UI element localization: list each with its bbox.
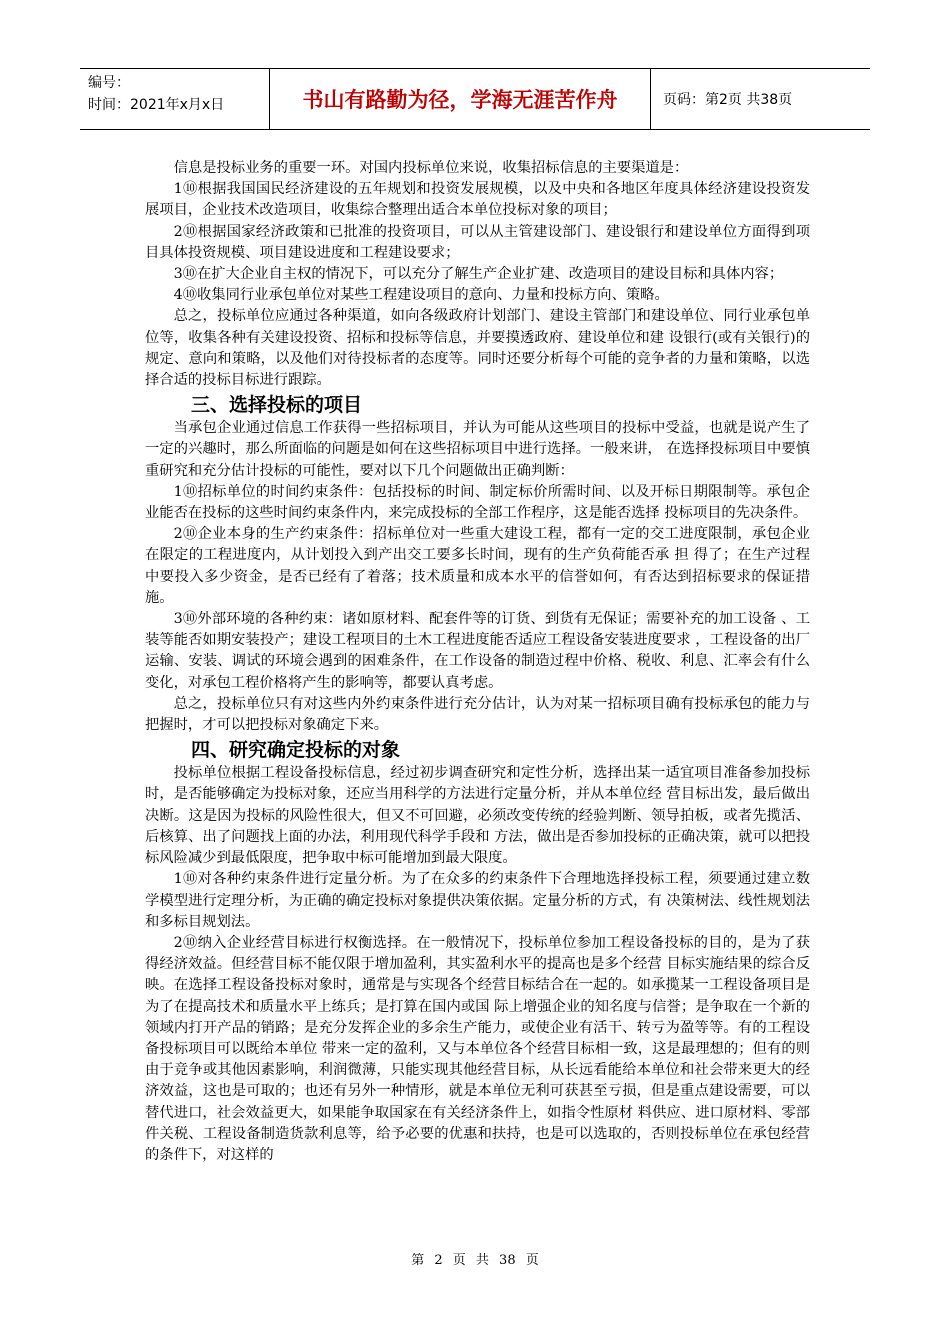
- paragraph: 1⑩根据我国国民经济建设的五年规划和投资发展规模，以及中央和各地区年度具体经济建设投资发展项目，企业技术改造项目，收集综合整理出适合本单位投标对象的项目；: [145, 181, 810, 219]
- paragraph: 1⑩对各种约束条件进行定量分析。为了在众多的约束条件下合理地选择投标工程，须要通过建立数学模型进行定理分析，为正确的确定投标对象提供决策依据。定量分析的方式，有 决策树法、线性规划法和多标目规划法。: [145, 871, 810, 930]
- paragraph: 投标单位根据工程设备投标信息，经过初步调查研究和定性分析，选择出某一适宜项目准备参加投标时，是否能够确定为投标对象，还应当用科学的方法进行定量分析，并从本单位经 营目标出发，最后做出决断。这是因为投标的风险性很大，但又不可回避，必须改变传统的经验判断、领导拍板，或者先揽活、后核算、出了问题找上面的办法，利用现代科学手段和 方法，做出是否参加投标的正确决策，就可以把投标风险减少到最低限度，把争取中标可能增加到最大限度。: [145, 765, 810, 867]
- section-heading-4: 四、研究确定投标的对象: [191, 739, 401, 762]
- header-page-info: 页码：第2页 共38页: [663, 92, 793, 108]
- paragraph: 总之，投标单位只有对这些内外约束条件进行充分估计，认为对某一招标项目确有投标承包的能力与把握时，才可以把投标对象确定下来。: [145, 695, 810, 734]
- paragraph: 总之，投标单位应通过各种渠道，如向各级政府计划部门、建设主管部门和建设单位、同行业承包单位等，收集各种有关建设投资、招标和投标等信息，并要摸透政府、建设单位和建 设银行(或有关银行)的规定、意向和策略，以及他们对待投标者的态度等。同时还要分析每个可能的竞争者的力量和策略，以选择合适的投标目标进行跟踪。: [145, 308, 810, 389]
- paragraph: 4⑩收集同行业承包单位对某些工程建设项目的意向、力量和投标方向、策略。: [173, 287, 669, 304]
- document-body: [145, 158, 810, 1166]
- page-footer: 第 2 页 共 38 页: [411, 1253, 539, 1268]
- paragraph: 当承包企业通过信息工作获得一些招标项目，并认为可能从这些项目的投标中受益，也就是说产生了一定的兴趣时，那么所面临的问题是如何在这些招标项目中进行选择。一般来讲， 在选择投标项目中要慎重研究和充分估计投标的可能性，要对以下几个问题做出正确判断：: [145, 420, 810, 479]
- paragraph: 2⑩企业本身的生产约束条件：招标单位对一些重大建设工程，都有一定的交工进度限制，承包企业在限定的工程进度内，从计划投入到产出交工要多长时间，现有的生产负荷能否承 担 得了；在生产过程中要投入多少资金，是否已经有了着落；技术质量和成本水平的信誉如何，有否达到招标要求的保证措施。: [145, 526, 810, 606]
- paragraph: 2⑩纳入企业经营目标进行权衡选择。在一般情况下，投标单位参加工程设备投标的目的，是为了获得经济效益。但经营目标不能仅限于增加盈利，其实盈利水平的提高也是多个经营 目标实施结果的综合反映。在选择工程设备投标对象时，通常是与实现各个经营目标结合在一起的。如承揽某一工程设备项目是为了在提高技术和质量水平上练兵；是打算在国内或国 际上增强企业的知名度与信誉；是争取在一个新的领域内打开产品的销路；是充分发挥企业的多余生产能力，或使企业有活干、转亏为盈等等。有的工程设备投标项目可以既给本单位 带来一定的盈利，又与本单位各个经营目标相一致，这是最理想的；但有的则由于竞争或其他因素影响，利润微薄，只能实现其他经营目标，从长远看能给本单位和社会带来更大的经 济效益，这也是可取的；也还有另外一种情形，就是本单位无利可获甚至亏损，但是重点建设需要，可以替代进口，社会效益更大，如果能争取国家在有关经济条件上，如指令性原材 料供应、进口原材料、零部件关税、工程设备制造货款利息等，给予必要的优惠和扶持，也是可以选取的，否则投标单位在承包经营的条件下，对这样的: [145, 934, 810, 1163]
- time-label: 时间：2021年x月x日: [88, 97, 225, 113]
- section-heading-3: 三、选择投标的项目: [191, 394, 363, 417]
- paragraph: 2⑩根据国家经济政策和已批准的投资项目，可以从主管建设部门、建设银行和建设单位方面得到项目具体投资规模、项目建设进度和工程建设要求；: [145, 223, 810, 261]
- paragraph: 3⑩在扩大企业自主权的情况下，可以充分了解生产企业扩建、改造项目的建设目标和具体内容；: [173, 266, 784, 283]
- paragraph: 信息是投标业务的重要一环。对国内投标单位来说，收集招标信息的主要渠道是：: [173, 160, 689, 176]
- number-label: 编号：: [88, 75, 130, 91]
- page-header: [80, 68, 870, 130]
- header-motto: 书山有路勤为径，学海无涯苦作舟: [270, 69, 651, 129]
- paragraph: 3⑩外部环境的各种约束：诸如原材料、配套件等的订货、到货有无保证；需要补充的加工设备 、工装等能否如期安装投产；建设工程项目的土木工程进度能否适应工程设备安装进度要求 ，工程设备的出厂运输、安装、调试的环境会遇到的困难条件，在工作设备的制造过程中价格、税收、利息、汇率会有什么变化，对承包工程价格将产生的影响等，都要认真考虑。: [145, 611, 810, 691]
- header-meta: [80, 69, 270, 129]
- paragraph: 1⑩招标单位的时间约束条件：包括投标的时间、制定标价所需时间、以及开标日期限制等。承包企业能否在投标的这些时间约束条件内，来完成投标的全部工作程序，这是能否选择 投标项目的先决条件。: [145, 483, 810, 522]
